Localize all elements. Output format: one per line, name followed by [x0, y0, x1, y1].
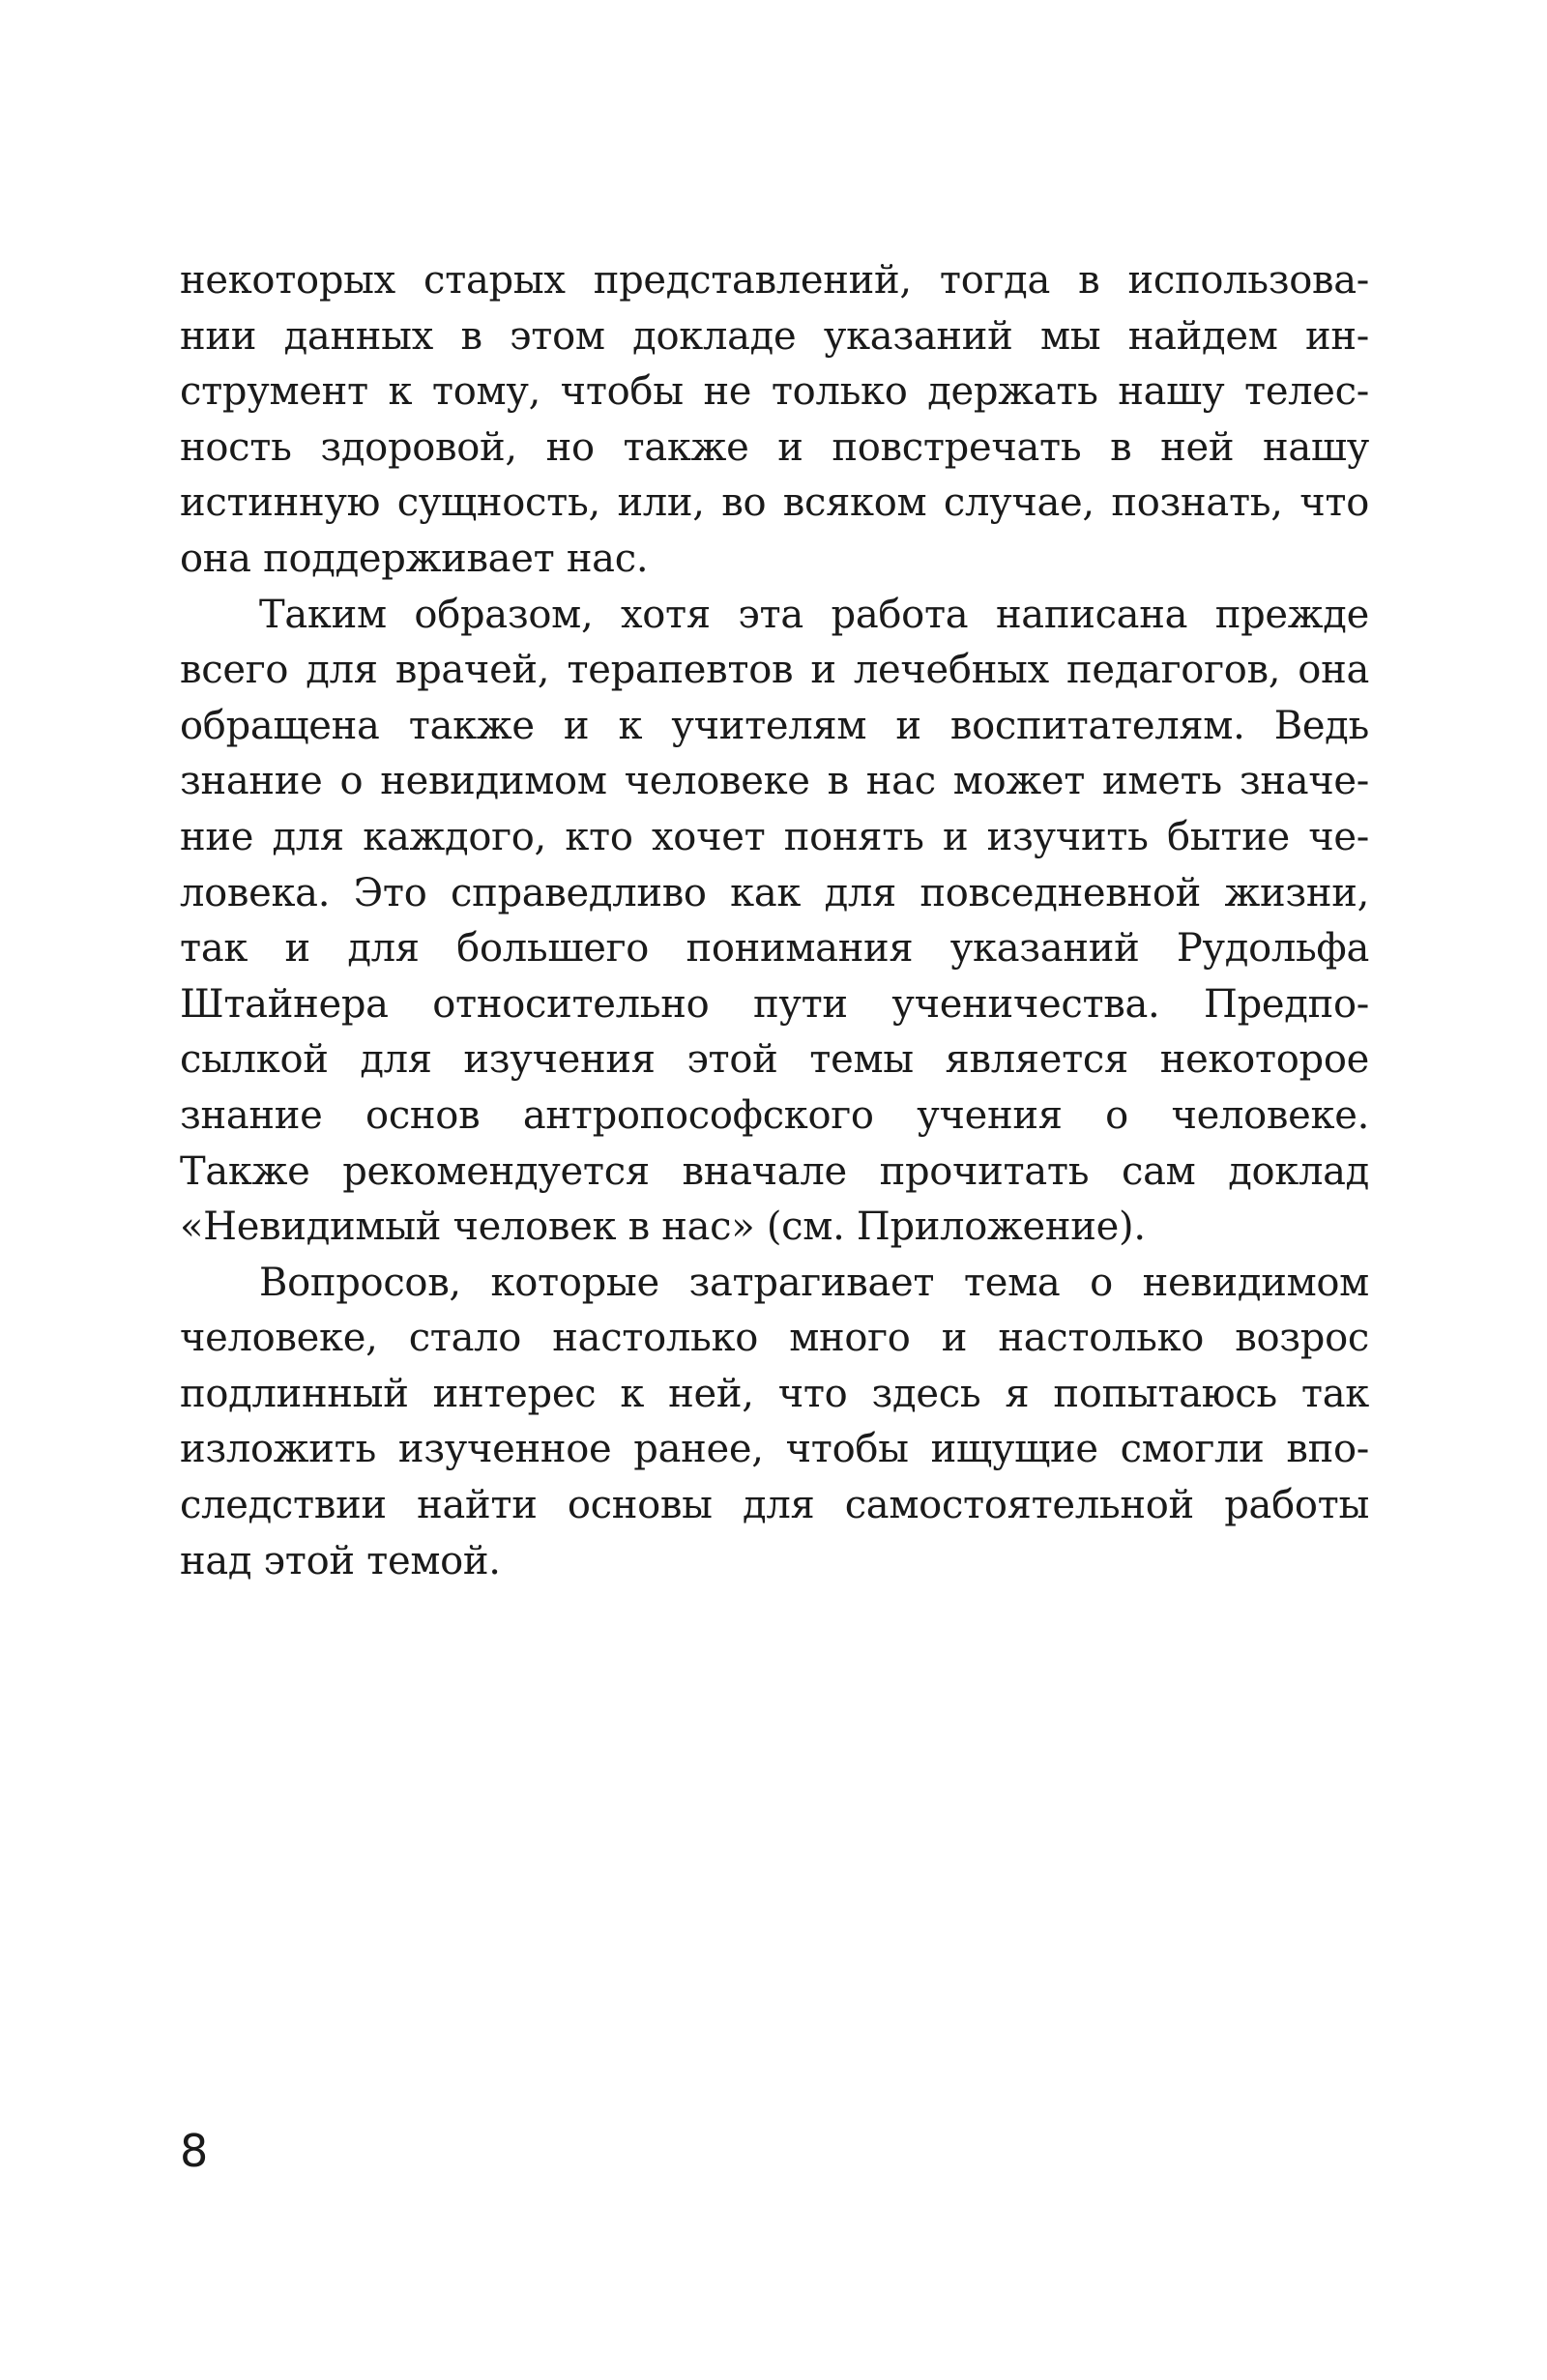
text-line: всего для врачей, терапевтов и лечебных педагогов, она	[180, 648, 1369, 693]
text-line: изложить изученное ранее, чтобы ищущие смогли впо-	[180, 1427, 1369, 1472]
text-line: Вопросов, которые затрагивает тема о невидимом	[259, 1260, 1369, 1305]
paragraph-3	[180, 1256, 1369, 1590]
text-line: некоторых старых представлений, тогда в использова-	[180, 258, 1369, 303]
paragraph-2	[180, 588, 1369, 1256]
text-line: Таким образом, хотя эта работа написана прежде	[259, 592, 1369, 637]
text-line: Штайнера относительно пути ученичества. Предпо-	[180, 981, 1369, 1027]
body-text	[180, 253, 1369, 1589]
text-line: следствии найти основы для самостоятельной работы	[180, 1483, 1369, 1528]
text-line: ловека. Это справедливо как для повседневной жизни,	[180, 870, 1369, 915]
text-line: Также рекомендуется вначале прочитать сам доклад	[180, 1148, 1369, 1194]
text-line: истинную сущность, или, во всяком случае, познать, что	[180, 480, 1369, 526]
paragraph-1	[180, 253, 1369, 588]
text-line: так и для большего понимания указаний Рудольфа	[180, 926, 1369, 972]
text-line: сылкой для изучения этой темы является некоторое	[180, 1037, 1369, 1083]
text-line: «Невидимый человек в нас» (см. Приложение).	[180, 1205, 1146, 1250]
text-line: ность здоровой, но также и повстречать в ней нашу	[180, 424, 1369, 470]
text-line: струмент к тому, чтобы не только держать нашу телес-	[180, 369, 1369, 415]
text-line: человеке, стало настолько много и настолько возрос	[180, 1316, 1369, 1361]
text-line: нии данных в этом докладе указаний мы найдем ин-	[180, 313, 1369, 359]
text-line: ние для каждого, кто хочет понять и изучить бытие че-	[180, 814, 1369, 859]
text-line: над этой темой.	[180, 1538, 501, 1583]
page-number: 8	[180, 2125, 209, 2177]
text-line: подлинный интерес к ней, что здесь я попытаюсь так	[180, 1371, 1369, 1416]
text-line: знание о невидимом человеке в нас может иметь значе-	[180, 759, 1369, 804]
text-line: знание основ антропософского учения о человеке.	[180, 1092, 1369, 1138]
text-line: она поддерживает нас.	[180, 536, 649, 581]
text-line: обращена также и к учителям и воспитателям. Ведь	[180, 703, 1369, 748]
